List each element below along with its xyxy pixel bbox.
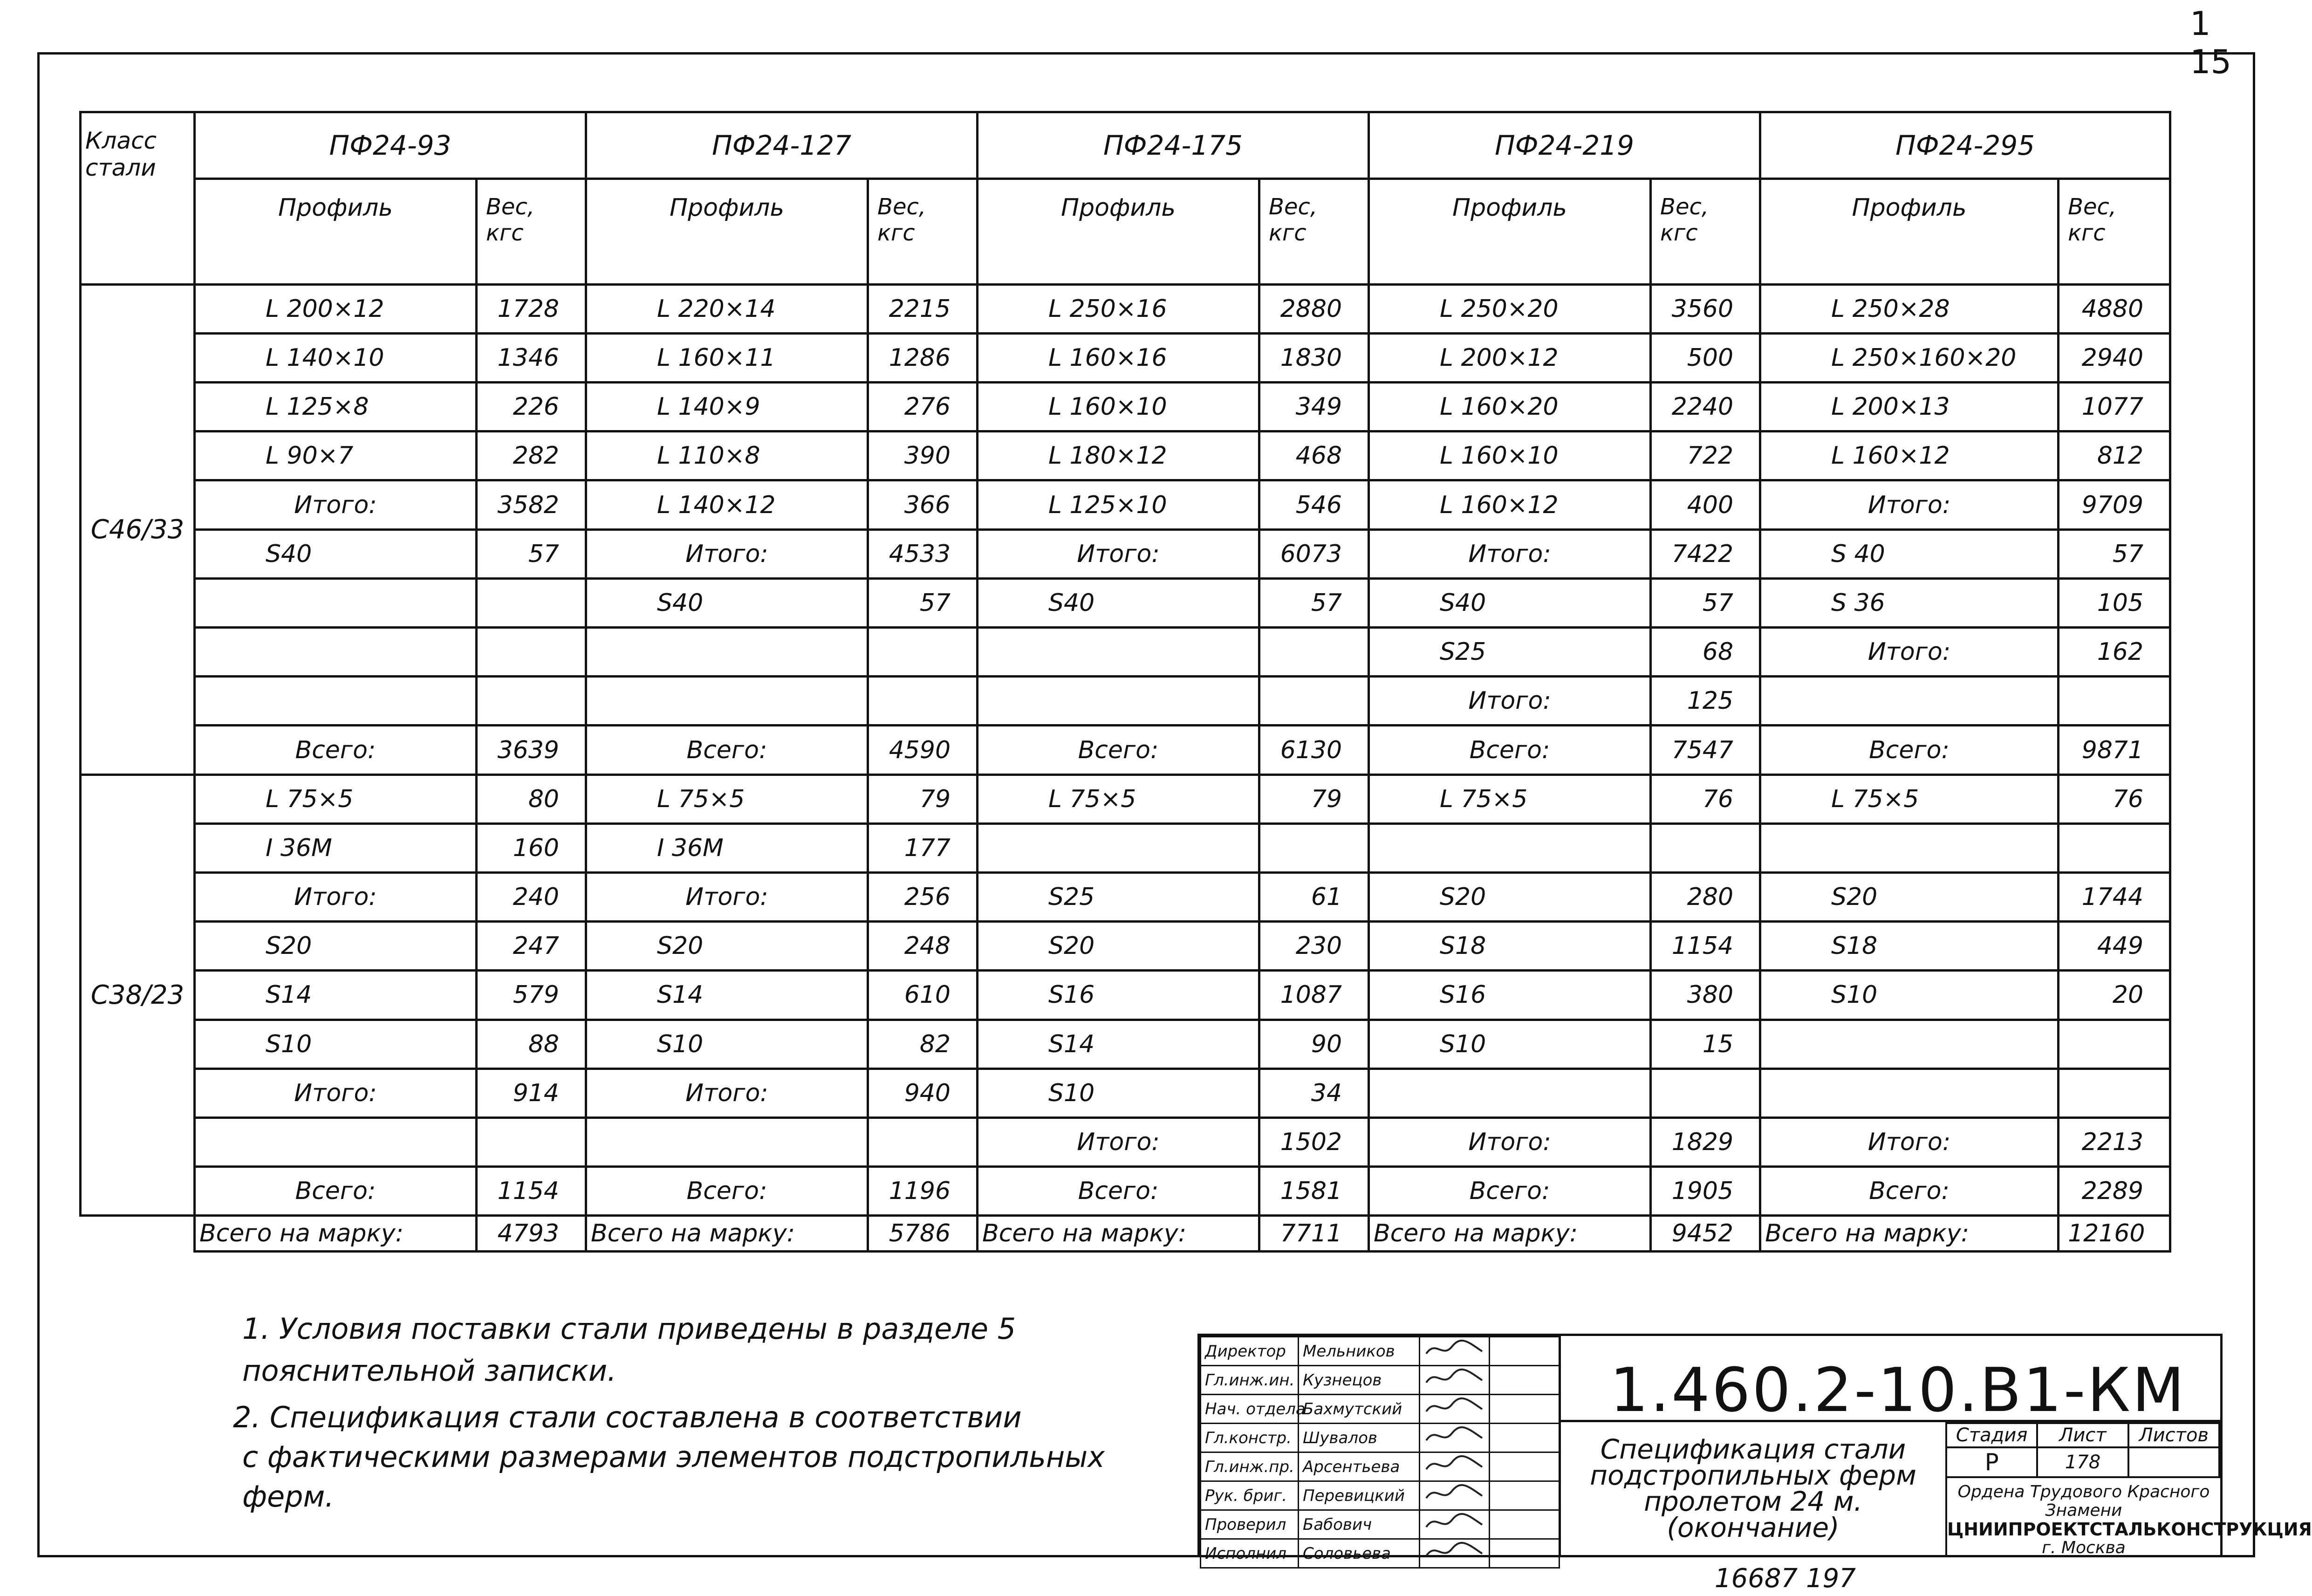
weight-cell: 4533 [868, 529, 978, 578]
drawing-title [1559, 1422, 1945, 1555]
weight-cell: 79 [1259, 774, 1369, 823]
weight-cell: 812 [2059, 432, 2170, 480]
total-per-mark-value: 4793 [477, 1216, 586, 1252]
weight-cell: 1286 [868, 333, 978, 382]
mark-header: ПФ24-93 [195, 112, 586, 179]
weight-cell: 3639 [477, 726, 586, 774]
weight-cell: 247 [477, 922, 586, 971]
note-2-line-1: 2. Спецификация стали составлена в соответствии [233, 1400, 1022, 1434]
profile-cell: Всего: [978, 1167, 1259, 1216]
profile-cell: S14 [978, 1020, 1259, 1069]
total-per-mark-value: 7711 [1259, 1216, 1369, 1252]
profile-cell [195, 628, 477, 677]
profile-cell: L 160×12 [1760, 432, 2059, 480]
weight-cell: 1744 [2059, 873, 2170, 922]
note-1-line-1: 1. Условия поставки стали приведены в разделе 5 [242, 1312, 1016, 1346]
total-per-mark-label: Всего на марку: [1760, 1216, 2059, 1252]
profile-cell: Итого: [1369, 529, 1651, 578]
weight-cell: 3560 [1651, 284, 1760, 333]
profile-cell [195, 578, 477, 627]
signature-role: Рук. бриг. [1201, 1481, 1299, 1510]
profile-cell: L 180×12 [978, 432, 1259, 480]
profile-cell: I 36М [195, 823, 477, 872]
weight-cell [868, 1117, 978, 1166]
weight-header: Вес, кгс [1651, 178, 1760, 284]
mark-header: ПФ24-127 [586, 112, 978, 179]
signature-date [1490, 1481, 1560, 1510]
signature-role: Гл.инж.ин. [1201, 1366, 1299, 1395]
weight-header: Вес, кгс [868, 178, 978, 284]
profile-cell: Итого: [195, 873, 477, 922]
profile-cell: Итого: [1760, 1117, 2059, 1166]
sheet-value: 178 [2037, 1447, 2128, 1477]
weight-cell: 449 [2059, 922, 2170, 971]
profile-cell: Итого: [1369, 677, 1651, 726]
profile-cell [1369, 1069, 1651, 1117]
note-2-line-3: ферм. [242, 1480, 334, 1514]
weight-cell [868, 677, 978, 726]
weight-cell: 4590 [868, 726, 978, 774]
org-line-3: ЦНИИПРОЕКТСТАЛЬКОНСТРУКЦИЯ [1947, 1519, 2312, 1540]
weight-cell: 280 [1651, 873, 1760, 922]
weight-cell: 1829 [1651, 1117, 1760, 1166]
signature-name: Кузнецов [1299, 1366, 1420, 1395]
profile-cell [978, 823, 1259, 872]
weight-cell: 6130 [1259, 726, 1369, 774]
total-per-mark-label: Всего на марку: [586, 1216, 868, 1252]
sheet-label: Лист [2037, 1423, 2128, 1447]
weight-cell: 1346 [477, 333, 586, 382]
weight-cell: 79 [868, 774, 978, 823]
profile-cell: L 250×20 [1369, 284, 1651, 333]
signature-role: Проверил [1201, 1510, 1299, 1539]
weight-cell: 2213 [2059, 1117, 2170, 1166]
weight-cell: 240 [477, 873, 586, 922]
weight-cell: 6073 [1259, 529, 1369, 578]
profile-cell: S40 [978, 578, 1259, 627]
profile-cell: S20 [1369, 873, 1651, 922]
weight-cell: 366 [868, 480, 978, 529]
profile-cell: S20 [978, 922, 1259, 971]
weight-cell: 256 [868, 873, 978, 922]
handwritten-signature [1420, 1424, 1490, 1452]
profile-cell: Итого: [586, 1069, 868, 1117]
class-header: Класс стали [81, 112, 195, 285]
profile-cell: L 200×13 [1760, 383, 2059, 432]
weight-cell: 125 [1651, 677, 1760, 726]
weight-cell: 1087 [1259, 971, 1369, 1020]
weight-cell: 276 [868, 383, 978, 432]
total-per-mark-label: Всего на марку: [978, 1216, 1259, 1252]
mark-header: ПФ24-219 [1369, 112, 1760, 179]
profile-cell: S16 [978, 971, 1259, 1020]
note-2-line-2: с фактическими размерами элементов подстропильных [242, 1440, 1105, 1474]
signature-date [1490, 1424, 1560, 1452]
profile-header: Профиль [1369, 178, 1651, 284]
signature-date [1490, 1452, 1560, 1481]
weight-cell: 9709 [2059, 480, 2170, 529]
signature-name: Мельников [1299, 1337, 1420, 1366]
profile-cell: S25 [978, 873, 1259, 922]
weight-cell: 610 [868, 971, 978, 1020]
org-line-1: Ордена Трудового Красного [1957, 1482, 2210, 1501]
organization [1945, 1473, 2312, 1557]
profile-cell [1760, 1069, 2059, 1117]
weight-cell: 380 [1651, 971, 1760, 1020]
profile-cell [1760, 1020, 2059, 1069]
weight-cell: 230 [1259, 922, 1369, 971]
weight-cell: 1154 [477, 1167, 586, 1216]
title-line-3: пролетом 24 м. [1644, 1486, 1862, 1517]
weight-cell [477, 677, 586, 726]
profile-cell [1760, 677, 2059, 726]
profile-cell: L 90×7 [195, 432, 477, 480]
profile-cell: L 125×8 [195, 383, 477, 432]
profile-cell: Всего: [195, 1167, 477, 1216]
org-line-2: Знамени [2045, 1501, 2122, 1520]
sheets-label: Листов [2128, 1423, 2219, 1447]
profile-cell: S10 [195, 1020, 477, 1069]
profile-header: Профиль [1760, 178, 2059, 284]
mark-header: ПФ24-295 [1760, 112, 2170, 179]
weight-cell: 2880 [1259, 284, 1369, 333]
profile-cell: L 200×12 [195, 284, 477, 333]
profile-header: Профиль [586, 178, 868, 284]
profile-cell: S20 [1760, 873, 2059, 922]
signature-table [1200, 1336, 1560, 1569]
profile-cell: Итого: [1369, 1117, 1651, 1166]
profile-cell: Всего: [195, 726, 477, 774]
profile-header: Профиль [195, 178, 477, 284]
weight-cell [2059, 677, 2170, 726]
profile-cell: Всего: [1760, 1167, 2059, 1216]
profile-cell: S16 [1369, 971, 1651, 1020]
signature-name: Перевицкий [1299, 1481, 1420, 1510]
weight-cell: 90 [1259, 1020, 1369, 1069]
weight-cell: 248 [868, 922, 978, 971]
weight-cell [1259, 823, 1369, 872]
weight-header: Вес, кгс [477, 178, 586, 284]
stage-value: Р [1946, 1447, 2037, 1477]
weight-cell: 349 [1259, 383, 1369, 432]
weight-cell: 15 [1651, 1020, 1760, 1069]
weight-cell: 76 [1651, 774, 1760, 823]
weight-cell [868, 628, 978, 677]
mark-header: ПФ24-175 [978, 112, 1369, 179]
weight-cell [477, 1117, 586, 1166]
note-1-line-2: пояснительной записки. [242, 1354, 616, 1388]
weight-header: Вес, кгс [2059, 178, 2170, 284]
profile-cell: S18 [1369, 922, 1651, 971]
profile-cell: Итого: [1760, 480, 2059, 529]
signature-role: Исполнил [1201, 1539, 1299, 1568]
profile-cell: Всего: [1369, 726, 1651, 774]
total-per-mark-value: 9452 [1651, 1216, 1760, 1252]
weight-cell: 57 [1259, 578, 1369, 627]
weight-cell: 1077 [2059, 383, 2170, 432]
profile-cell [1369, 823, 1651, 872]
weight-cell: 162 [2059, 628, 2170, 677]
signature-role: Гл.констр. [1201, 1424, 1299, 1452]
weight-cell: 468 [1259, 432, 1369, 480]
weight-cell: 160 [477, 823, 586, 872]
profile-cell [586, 628, 868, 677]
signature-date [1490, 1337, 1560, 1366]
profile-cell: Итого: [195, 480, 477, 529]
signature-role: Нач. отдела [1201, 1395, 1299, 1424]
profile-cell: S10 [978, 1069, 1259, 1117]
profile-cell: S25 [1369, 628, 1651, 677]
profile-cell: S10 [1760, 971, 2059, 1020]
profile-cell: S18 [1760, 922, 2059, 971]
profile-cell: Итого: [978, 1117, 1259, 1166]
signature-name: Бахмутский [1299, 1395, 1420, 1424]
profile-cell: I 36М [586, 823, 868, 872]
sheets-value [2128, 1447, 2219, 1477]
profile-cell: L 75×5 [586, 774, 868, 823]
weight-cell [477, 578, 586, 627]
profile-cell [586, 677, 868, 726]
title-line-4: (окончание) [1667, 1512, 1840, 1543]
signature-date [1490, 1539, 1560, 1568]
weight-cell: 7422 [1651, 529, 1760, 578]
weight-cell: 3582 [477, 480, 586, 529]
weight-cell [1259, 677, 1369, 726]
profile-cell: S 36 [1760, 578, 2059, 627]
profile-cell: L 200×12 [1369, 333, 1651, 382]
title-line-1: Спецификация стали [1600, 1433, 1906, 1465]
profile-cell: S20 [195, 922, 477, 971]
profile-cell [1760, 823, 2059, 872]
profile-cell: S40 [586, 578, 868, 627]
title-line-2: подстропильных ферм [1590, 1459, 1916, 1491]
weight-cell: 1196 [868, 1167, 978, 1216]
weight-cell: 57 [477, 529, 586, 578]
profile-cell [195, 677, 477, 726]
profile-cell: L 75×5 [195, 774, 477, 823]
weight-cell: 500 [1651, 333, 1760, 382]
signature-name: Арсентьева [1299, 1452, 1420, 1481]
profile-cell: Итого: [1760, 628, 2059, 677]
profile-cell: Итого: [978, 529, 1259, 578]
total-per-mark-label: Всего на марку: [195, 1216, 477, 1252]
profile-cell: Всего: [586, 1167, 868, 1216]
weight-cell: 282 [477, 432, 586, 480]
handwritten-signature [1420, 1481, 1490, 1510]
org-line-4: г. Москва [2042, 1538, 2126, 1557]
steel-class-cell: С38/23 [81, 774, 195, 1216]
sheet-corner-mark: 1 15 [2190, 5, 2232, 81]
profile-cell: L 75×5 [1369, 774, 1651, 823]
weight-header: Вес, кгс [1259, 178, 1369, 284]
weight-cell: 57 [1651, 578, 1760, 627]
weight-cell: 2289 [2059, 1167, 2170, 1216]
handwritten-signature [1420, 1452, 1490, 1481]
weight-cell [2059, 823, 2170, 872]
profile-cell: Итого: [195, 1069, 477, 1117]
profile-cell: S10 [1369, 1020, 1651, 1069]
weight-cell: 1905 [1651, 1167, 1760, 1216]
weight-cell: 80 [477, 774, 586, 823]
profile-cell: L 75×5 [1760, 774, 2059, 823]
profile-cell: L 140×9 [586, 383, 868, 432]
handwritten-signature [1420, 1337, 1490, 1366]
profile-cell: L 125×10 [978, 480, 1259, 529]
weight-cell: 7547 [1651, 726, 1760, 774]
weight-cell: 1154 [1651, 922, 1760, 971]
profile-cell: L 140×10 [195, 333, 477, 382]
profile-cell: S20 [586, 922, 868, 971]
profile-cell: L 160×12 [1369, 480, 1651, 529]
weight-cell: 2215 [868, 284, 978, 333]
weight-cell: 400 [1651, 480, 1760, 529]
handwritten-signature [1420, 1395, 1490, 1424]
weight-cell: 2940 [2059, 333, 2170, 382]
signature-name: Соловьева [1299, 1539, 1420, 1568]
profile-cell: Итого: [586, 529, 868, 578]
weight-cell: 82 [868, 1020, 978, 1069]
profile-cell: Всего: [1369, 1167, 1651, 1216]
document-code: 1.460.2-10.В1-КМ [1610, 1355, 2187, 1425]
handwritten-signature [1420, 1366, 1490, 1395]
profile-cell: S40 [1369, 578, 1651, 627]
profile-cell: Итого: [586, 873, 868, 922]
handwritten-signature [1420, 1510, 1490, 1539]
signature-date [1490, 1395, 1560, 1424]
weight-cell: 1581 [1259, 1167, 1369, 1216]
signature-role: Гл.инж.пр. [1201, 1452, 1299, 1481]
weight-cell [2059, 1020, 2170, 1069]
weight-cell: 57 [2059, 529, 2170, 578]
archive-number: 16687 197 [1715, 1563, 1856, 1594]
total-per-mark-value: 5786 [868, 1216, 978, 1252]
weight-cell: 1502 [1259, 1117, 1369, 1166]
signature-name: Бабович [1299, 1510, 1420, 1539]
steel-specification-table [79, 111, 2171, 1253]
totals-spacer [81, 1216, 195, 1252]
total-per-mark-label: Всего на марку: [1369, 1216, 1651, 1252]
profile-cell: L 160×16 [978, 333, 1259, 382]
weight-cell: 4880 [2059, 284, 2170, 333]
weight-cell: 546 [1259, 480, 1369, 529]
stage-label: Стадия [1946, 1423, 2037, 1447]
weight-cell: 226 [477, 383, 586, 432]
weight-cell: 1728 [477, 284, 586, 333]
profile-cell: L 220×14 [586, 284, 868, 333]
steel-class-cell: С46/33 [81, 284, 195, 774]
signature-role: Директор [1201, 1337, 1299, 1366]
profile-cell: Всего: [978, 726, 1259, 774]
weight-cell: 914 [477, 1069, 586, 1117]
profile-cell: S10 [586, 1020, 868, 1069]
weight-cell: 9871 [2059, 726, 2170, 774]
profile-cell: S40 [195, 529, 477, 578]
weight-cell [1651, 823, 1760, 872]
signature-date [1490, 1366, 1560, 1395]
profile-cell [195, 1117, 477, 1166]
profile-cell: L 160×11 [586, 333, 868, 382]
weight-cell: 76 [2059, 774, 2170, 823]
weight-cell: 61 [1259, 873, 1369, 922]
profile-cell [978, 677, 1259, 726]
weight-cell: 390 [868, 432, 978, 480]
profile-cell: L 160×10 [978, 383, 1259, 432]
weight-cell: 57 [868, 578, 978, 627]
total-per-mark-value: 12160 [2059, 1216, 2170, 1252]
profile-cell: L 250×16 [978, 284, 1259, 333]
profile-cell: S 40 [1760, 529, 2059, 578]
weight-cell: 20 [2059, 971, 2170, 1020]
weight-cell: 579 [477, 971, 586, 1020]
weight-cell [1651, 1069, 1760, 1117]
weight-cell: 88 [477, 1020, 586, 1069]
profile-cell: Всего: [586, 726, 868, 774]
profile-header: Профиль [978, 178, 1259, 284]
stage-table [1945, 1422, 2220, 1478]
weight-cell: 2240 [1651, 383, 1760, 432]
weight-cell: 34 [1259, 1069, 1369, 1117]
profile-cell: L 160×10 [1369, 432, 1651, 480]
profile-cell: L 75×5 [978, 774, 1259, 823]
weight-cell: 1830 [1259, 333, 1369, 382]
handwritten-signature [1420, 1539, 1490, 1568]
weight-cell: 722 [1651, 432, 1760, 480]
profile-cell: L 250×28 [1760, 284, 2059, 333]
profile-cell: S14 [586, 971, 868, 1020]
weight-cell: 177 [868, 823, 978, 872]
weight-cell: 940 [868, 1069, 978, 1117]
signature-date [1490, 1510, 1560, 1539]
weight-cell [2059, 1069, 2170, 1117]
profile-cell [978, 628, 1259, 677]
weight-cell: 105 [2059, 578, 2170, 627]
profile-cell: L 160×20 [1369, 383, 1651, 432]
profile-cell: L 250×160×20 [1760, 333, 2059, 382]
title-block [1197, 1334, 2312, 1563]
profile-cell: L 140×12 [586, 480, 868, 529]
profile-cell: Всего: [1760, 726, 2059, 774]
profile-cell [586, 1117, 868, 1166]
profile-cell: L 110×8 [586, 432, 868, 480]
weight-cell [1259, 628, 1369, 677]
profile-cell: S14 [195, 971, 477, 1020]
weight-cell [477, 628, 586, 677]
signature-name: Шувалов [1299, 1424, 1420, 1452]
weight-cell: 68 [1651, 628, 1760, 677]
